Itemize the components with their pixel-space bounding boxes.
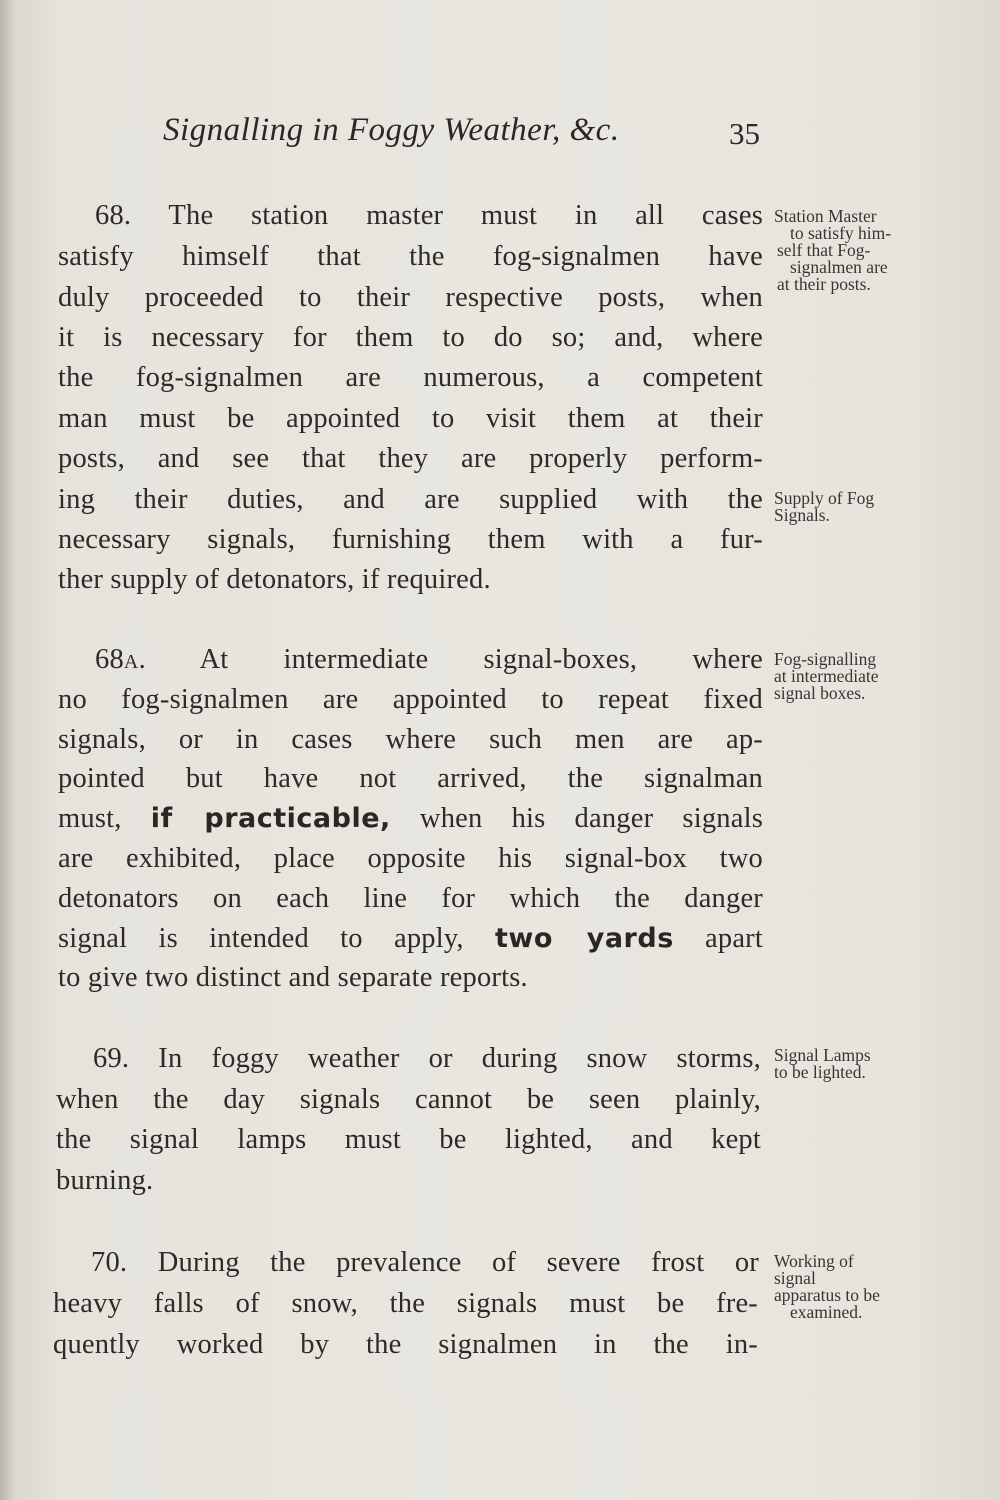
paragraph-line: [58, 919, 763, 959]
margin-note-line: Supply of Fog: [774, 488, 875, 508]
margin-note-line: to satisfy him-: [790, 223, 892, 243]
margin-note-line: Signals.: [774, 505, 830, 525]
margin-note-line: signal boxes.: [774, 683, 866, 703]
paragraph-line: the signal lamps must be lighted, and kept: [56, 1124, 761, 1155]
margin-note-fog-signalling: [774, 651, 878, 702]
paragraph-line: man must be appointed to visit them at their: [58, 403, 763, 434]
paragraph-line: it is necessary for them to do so; and, where: [58, 322, 763, 353]
running-title: Signalling in Foggy Weather, &c.: [163, 112, 620, 148]
margin-note-signal-lamps: [774, 1047, 871, 1081]
paragraph-line-text: when his danger signals: [390, 803, 763, 834]
margin-note-line: signalmen are: [790, 257, 888, 277]
margin-note-supply-of-fog-signals: [774, 490, 874, 524]
paragraph-line: quently worked by the signalmen in the in-: [53, 1329, 758, 1360]
binding-shadow: [0, 0, 14, 1500]
paragraph-line-text: signal is intended to apply,: [58, 923, 496, 954]
margin-note-line: at intermediate: [774, 666, 879, 686]
paragraph-line: 68. The station master must in all cases: [95, 200, 763, 231]
paragraph-number-suffix: a: [123, 644, 139, 675]
page-number: 35: [729, 116, 760, 151]
paragraph-line: 70. During the prevalence of severe frost or: [91, 1247, 759, 1278]
margin-note-line: Working of: [774, 1251, 854, 1271]
paragraph-line-text: . At intermediate signal-boxes, where: [138, 644, 763, 675]
paragraph-line: [95, 640, 763, 680]
margin-note-line: Signal Lamps: [774, 1045, 871, 1065]
paragraph-line: burning.: [56, 1165, 154, 1196]
margin-note-line: apparatus to be: [774, 1285, 880, 1305]
margin-note-line: at their posts.: [777, 274, 871, 294]
paragraph-line: are exhibited, place opposite his signal-box two: [58, 843, 763, 874]
bold-emphasis: if practicable,: [150, 803, 391, 834]
paragraph-line: detonators on each line for which the danger: [58, 883, 763, 914]
margin-note-line: to be lighted.: [774, 1062, 866, 1082]
paragraph-line: [58, 799, 763, 839]
paragraph-number: [95, 644, 139, 675]
margin-note-line: signal: [774, 1268, 816, 1288]
margin-note-line: Fog-signalling: [774, 649, 877, 669]
paragraph-line: ing their duties, and are supplied with the: [58, 484, 763, 515]
paragraph-line-text: apart: [673, 923, 763, 954]
paragraph-line-text: must,: [58, 803, 151, 834]
paragraph-line: heavy falls of snow, the signals must be fre-: [53, 1288, 758, 1319]
margin-note-line: Station Master: [774, 206, 877, 226]
paragraph-line: when the day signals cannot be seen plainly,: [56, 1084, 761, 1115]
paragraph-line: the fog-signalmen are numerous, a competent: [58, 362, 763, 393]
margin-note-working-of-signal: [774, 1253, 880, 1321]
paragraph-line: duly proceeded to their respective posts, when: [58, 282, 763, 313]
margin-note-line: examined.: [790, 1302, 863, 1322]
bold-emphasis: two yards: [495, 923, 674, 954]
paragraph-line: necessary signals, furnishing them with a fur-: [58, 524, 763, 555]
paragraph-line: posts, and see that they are properly perform-: [58, 443, 763, 474]
paragraph-number-digits: 68: [95, 644, 124, 675]
paragraph-line: satisfy himself that the fog-signalmen have: [58, 241, 763, 272]
paragraph-line: to give two distinct and separate reports.: [58, 962, 528, 993]
paragraph-line: pointed but have not arrived, the signalman: [58, 763, 763, 794]
margin-note-station-master: [774, 208, 891, 293]
paragraph-line: 69. In foggy weather or during snow storms,: [93, 1043, 761, 1074]
paragraph-line: no fog-signalmen are appointed to repeat fixed: [58, 684, 763, 715]
paragraph-line: ther supply of detonators, if required.: [58, 564, 491, 595]
paragraph-line: signals, or in cases where such men are ap-: [58, 724, 763, 755]
margin-note-line: self that Fog-: [777, 240, 871, 260]
